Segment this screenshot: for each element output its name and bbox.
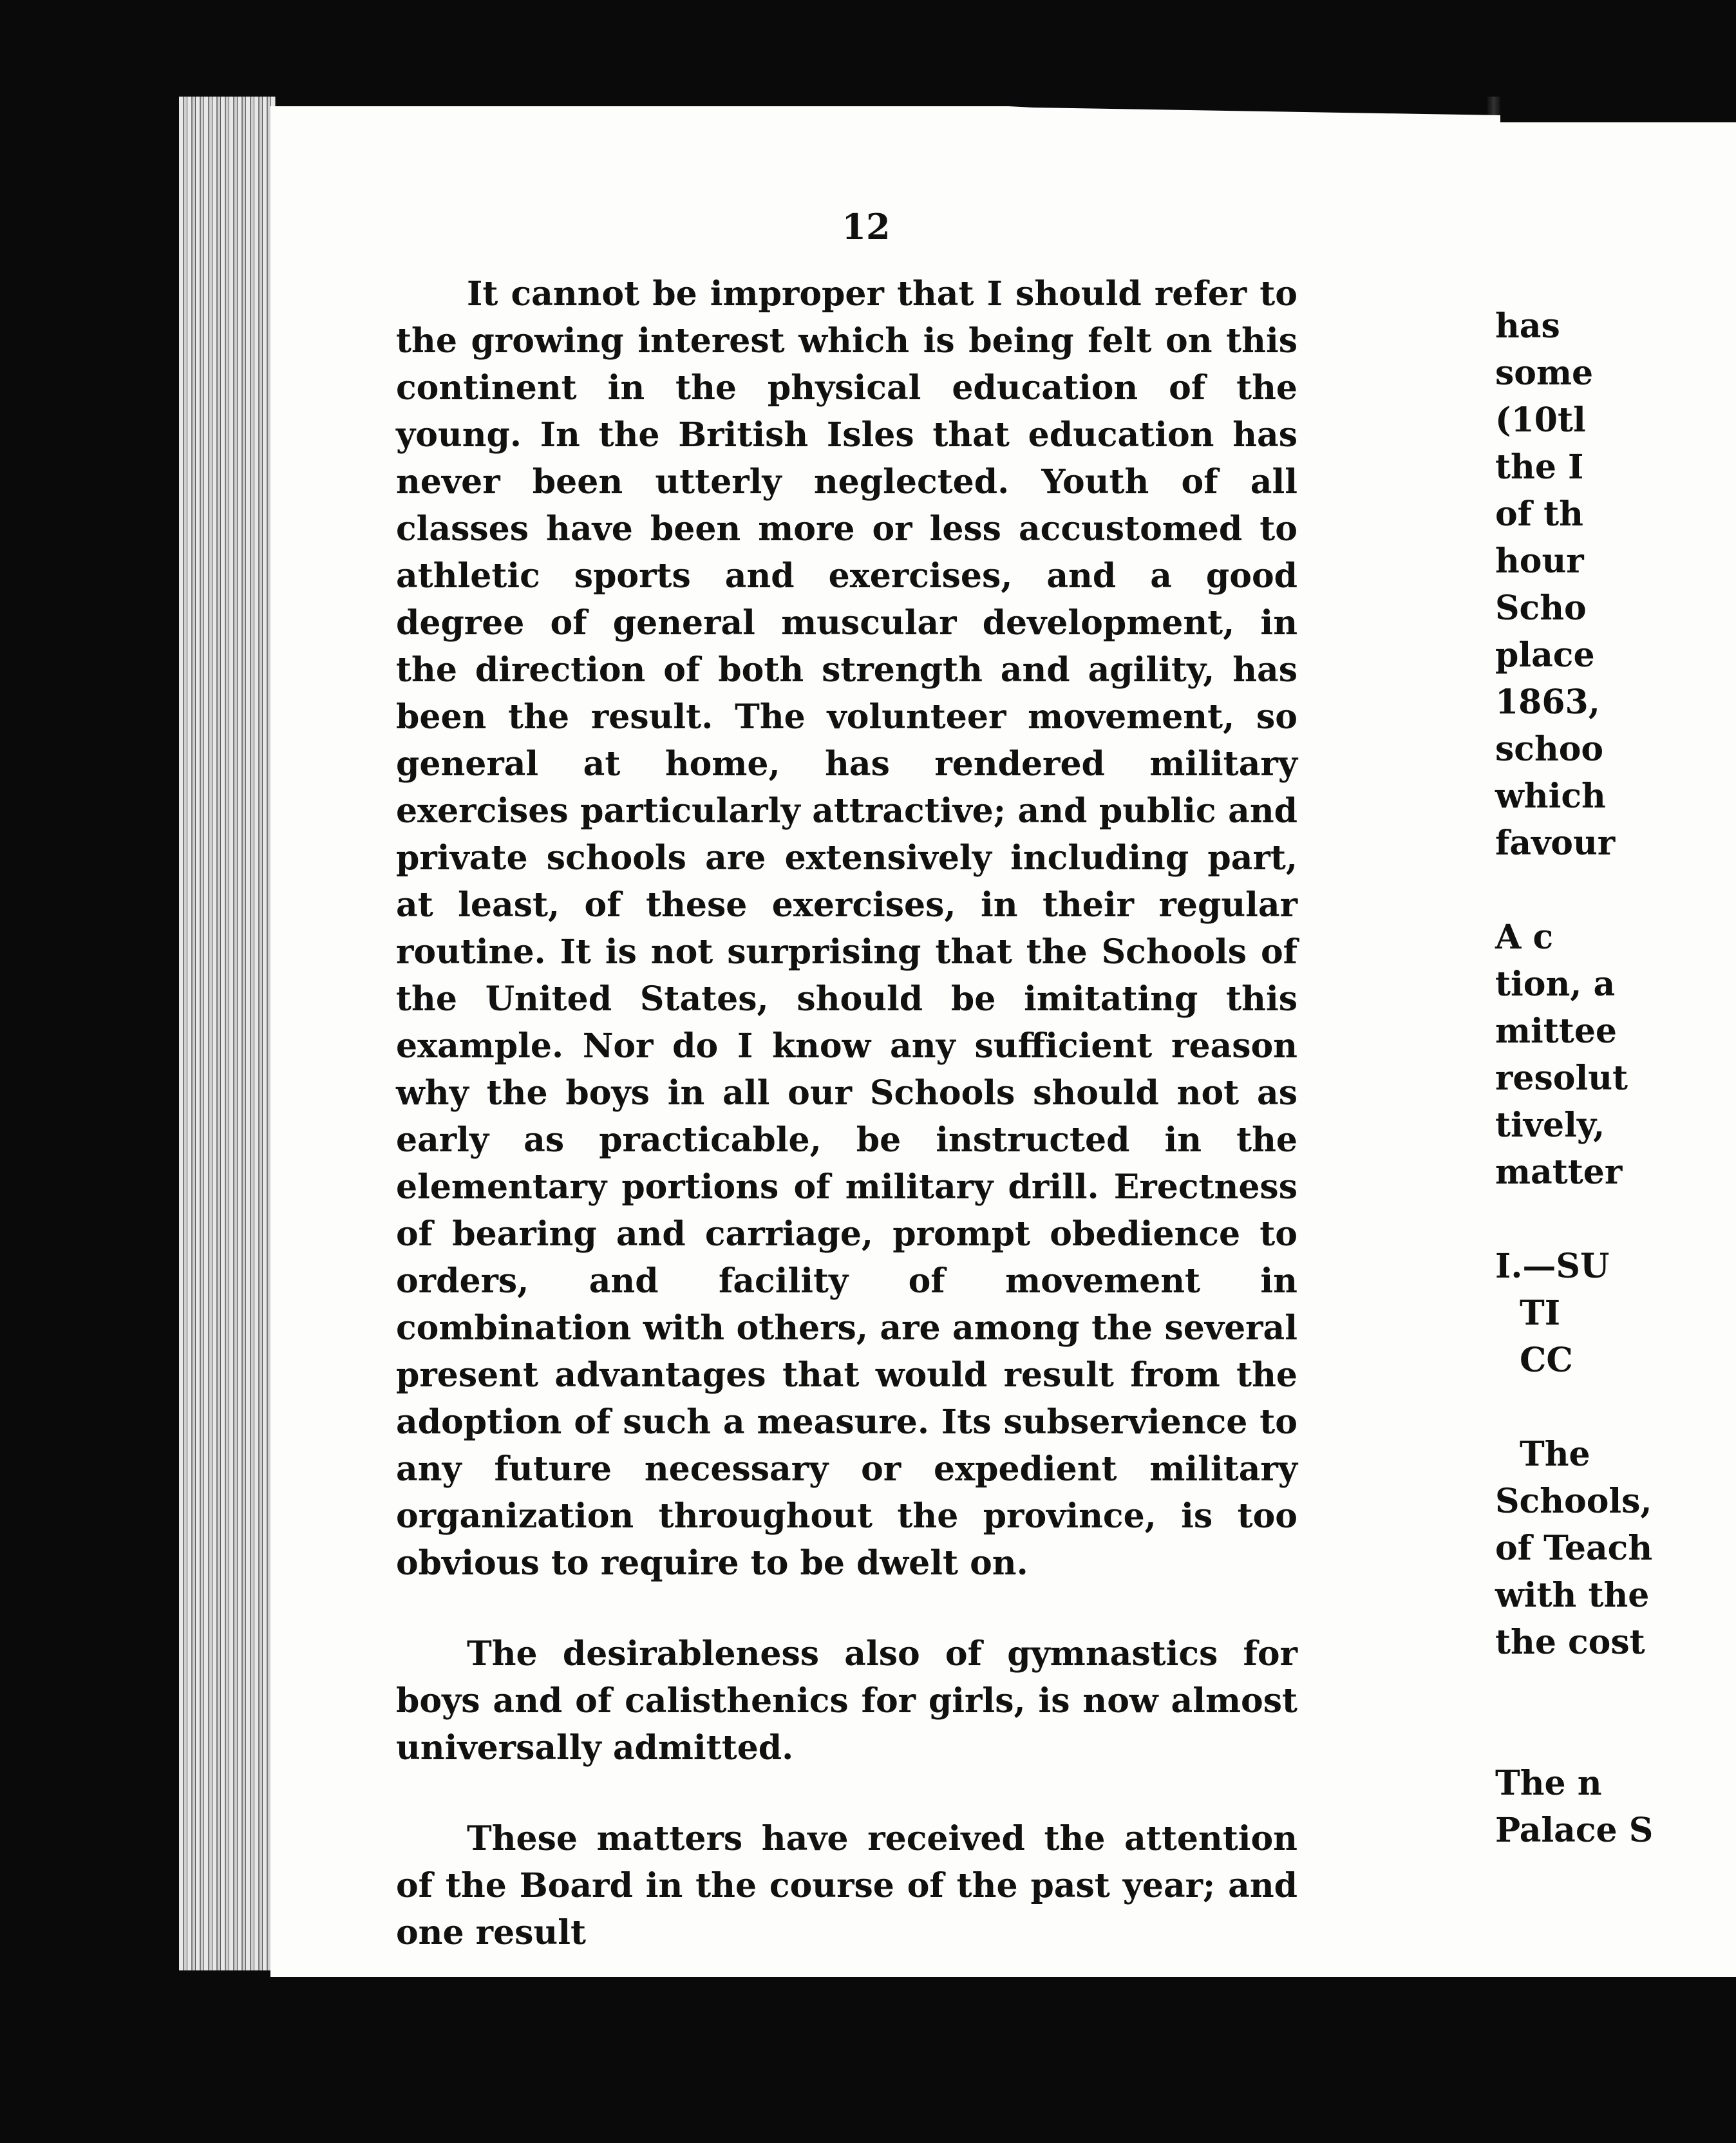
right-line: schoo — [1495, 730, 1604, 769]
right-line — [1495, 1666, 1736, 1713]
right-line: (10tl — [1495, 401, 1586, 440]
right-line: Scho — [1495, 589, 1587, 628]
right-line: CC — [1520, 1341, 1573, 1380]
right-line: tively, — [1495, 1106, 1605, 1145]
right-line — [1495, 1713, 1736, 1760]
right-line: I.—SU — [1495, 1247, 1610, 1286]
right-line: the I — [1495, 448, 1584, 487]
right-line: which — [1495, 777, 1606, 816]
paragraph-board-attention: These matters have received the attention of the Board in the course of the past year; and one result — [396, 1819, 1297, 1952]
right-line: mittee — [1495, 1012, 1617, 1051]
right-line: of th — [1495, 495, 1583, 534]
paragraph-gymnastics: The desirableness also of gymnastics for boys and of calisthenics for girls, is now almost universally admitted. — [396, 1634, 1297, 1768]
right-line — [1495, 1196, 1736, 1243]
right-page-text — [1495, 303, 1736, 1854]
right-line: TI — [1520, 1294, 1561, 1333]
left-page-text — [396, 270, 1297, 1956]
paragraph-physical-education: It cannot be improper that I should refer to the growing interest which is being felt on this continent in the physical education of the young. In the British Isles that education has never been utterly neglected. Youth of all classes have been more or less accustomed to athletic sports and exercises, and a good degree of general muscular development, in the direction of both strength and agility, has been the result. The volunteer movement, so general at home, has rendered military exercises particularly attractive; and public and private schools are extensively including part, at least, of these exercises, in their regular routine. It is not surprising that the Schools of the United States, should be imitating this example. Nor do I know any sufficient reason why the boys in all our Schools should not as early as practicable, be instructed in the elementary portions of military drill. Erectness of bearing and carriage, prompt obedience to orders, and facility of movement in combination with others, are among the several present advantages that would result from the adoption of such a measure. Its subservience to any future necessary or expedient military organization throughout the province, is too obvious to require to be dwelt on. — [396, 274, 1297, 1583]
right-line — [1495, 867, 1736, 914]
right-line: A c — [1495, 918, 1554, 957]
right-line: Schools, — [1495, 1482, 1652, 1521]
right-line — [1495, 1384, 1736, 1431]
right-line: favour — [1495, 824, 1616, 863]
right-line: tion, a — [1495, 965, 1616, 1004]
right-line: place — [1495, 636, 1595, 675]
right-line: with the — [1495, 1576, 1650, 1615]
right-line: The — [1520, 1435, 1590, 1474]
right-line: The n — [1495, 1764, 1602, 1803]
right-line: has — [1495, 307, 1560, 346]
right-line: of Teach — [1495, 1529, 1653, 1568]
right-line: the cost — [1495, 1623, 1645, 1662]
right-line: matter — [1495, 1153, 1623, 1192]
book-page-edges — [179, 97, 276, 1970]
right-line: resolut — [1495, 1059, 1628, 1098]
page-number: 12 — [842, 206, 891, 247]
right-line: some — [1495, 354, 1594, 393]
right-line: Palace S — [1495, 1811, 1654, 1850]
right-line: hour — [1495, 542, 1584, 581]
right-line: 1863, — [1495, 683, 1600, 722]
